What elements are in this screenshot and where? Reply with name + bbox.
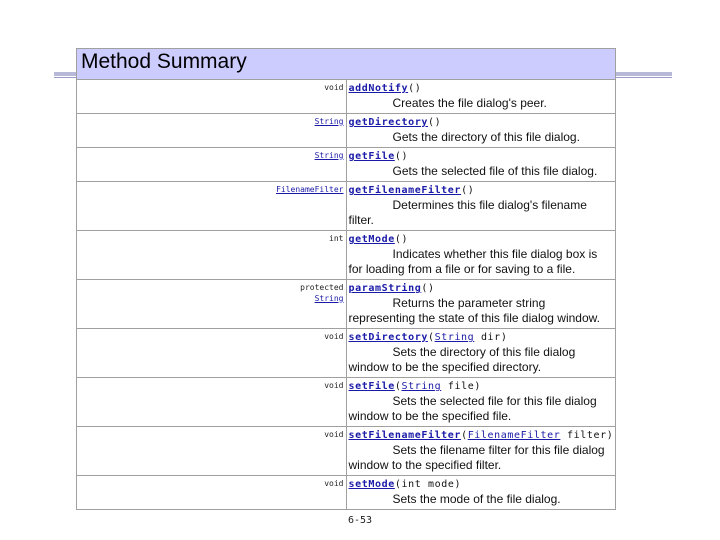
method-description: Sets the selected file for this file dialog window to be the specified file.	[348, 394, 597, 423]
method-description: Sets the mode of the file dialog.	[392, 492, 561, 506]
method-name-link[interactable]: getDirectory	[348, 117, 428, 128]
method-description: Gets the selected file of this file dialog.	[392, 164, 598, 178]
method-name-link[interactable]: setDirectory	[348, 332, 428, 343]
method-name-link[interactable]: paramString	[348, 283, 422, 294]
method-signature: setFile(String file)	[348, 381, 481, 392]
method-name-link[interactable]: addNotify	[348, 83, 409, 94]
return-type-cell	[77, 427, 347, 476]
param-type-link[interactable]: String	[401, 381, 442, 392]
return-type-label: void	[324, 83, 344, 92]
return-type-label: void	[324, 381, 344, 390]
method-description-cell	[346, 80, 616, 114]
method-row-paramString	[77, 280, 616, 329]
return-type-label: void	[324, 479, 344, 488]
return-type-cell	[77, 280, 347, 329]
return-type-cell	[77, 378, 347, 427]
return-type-cell	[77, 182, 347, 231]
method-description: Determines this file dialog's filename filter.	[348, 198, 587, 227]
return-type-cell	[77, 231, 347, 280]
method-summary-table	[76, 48, 616, 510]
param-type-link[interactable]: FilenameFilter	[467, 430, 561, 441]
method-description-cell	[346, 329, 616, 378]
method-description-cell	[346, 182, 616, 231]
method-description-cell	[346, 378, 616, 427]
method-row-getMode	[77, 231, 616, 280]
method-row-setFile	[77, 378, 616, 427]
method-description-cell	[346, 476, 616, 510]
method-name-link[interactable]: setFile	[348, 381, 395, 392]
method-name-link[interactable]: setFilenameFilter	[348, 430, 462, 441]
method-name-link[interactable]: getMode	[348, 234, 395, 245]
method-signature: setDirectory(String dir)	[348, 332, 508, 343]
method-signature: paramString()	[348, 283, 435, 294]
method-description: Creates the file dialog's peer.	[392, 96, 547, 110]
method-description: Returns the parameter string representing the state of this file dialog window.	[348, 296, 600, 325]
method-signature: getFile()	[348, 151, 409, 162]
return-type-label: void	[324, 332, 344, 341]
param-name: file	[447, 381, 475, 392]
return-type-cell	[77, 329, 347, 378]
decorative-thin-rule-right	[616, 77, 672, 78]
param-name: mode	[427, 479, 455, 490]
method-rows	[77, 80, 616, 510]
method-description: Sets the filename filter for this file dialog window to the specified filter.	[348, 443, 605, 472]
method-description-cell	[346, 280, 616, 329]
method-row-getFile	[77, 148, 616, 182]
method-row-setMode	[77, 476, 616, 510]
method-signature: getFilenameFilter()	[348, 185, 475, 196]
return-type-link[interactable]: String	[314, 117, 344, 126]
decorative-rule-left	[54, 72, 78, 76]
method-row-addNotify	[77, 80, 616, 114]
method-description-cell	[346, 427, 616, 476]
method-description: Sets the directory of this file dialog window to be the specified directory.	[348, 345, 576, 374]
method-name-link[interactable]: getFilenameFilter	[348, 185, 462, 196]
decorative-thin-rule-left	[54, 77, 78, 78]
method-row-getDirectory	[77, 114, 616, 148]
method-signature: setMode(int mode)	[348, 479, 462, 490]
method-description-cell	[346, 231, 616, 280]
method-signature: addNotify()	[348, 83, 422, 94]
page-number: 6-53	[347, 515, 373, 526]
table-title: Method Summary	[77, 49, 616, 80]
method-description-cell	[346, 148, 616, 182]
return-type-label: protected	[300, 283, 344, 292]
param-type-link[interactable]: String	[434, 332, 475, 343]
return-type-link[interactable]: FilenameFilter	[276, 185, 344, 194]
method-row-setDirectory	[77, 329, 616, 378]
decorative-rule-right	[616, 72, 672, 76]
return-type-link[interactable]: String	[314, 294, 344, 303]
method-description: Gets the directory of this file dialog.	[392, 130, 580, 144]
return-type-cell	[77, 476, 347, 510]
method-signature: getDirectory()	[348, 117, 442, 128]
method-row-getFilenameFilter	[77, 182, 616, 231]
param-name: filter	[567, 430, 607, 441]
return-type-cell	[77, 148, 347, 182]
return-type-label: int	[329, 234, 344, 243]
return-type-link[interactable]: String	[314, 151, 344, 160]
method-description-cell	[346, 114, 616, 148]
return-type-cell	[77, 114, 347, 148]
return-type-label: void	[324, 430, 344, 439]
method-signature: getMode()	[348, 234, 409, 245]
return-type-cell	[77, 80, 347, 114]
param-type: int	[401, 479, 422, 490]
method-name-link[interactable]: getFile	[348, 151, 395, 162]
method-signature: setFilenameFilter(FilenameFilter filter)	[348, 430, 614, 441]
method-name-link[interactable]: setMode	[348, 479, 395, 490]
method-row-setFilenameFilter	[77, 427, 616, 476]
param-name: dir	[480, 332, 501, 343]
method-description: Indicates whether this file dialog box is for loading from a file or for saving to a file.	[348, 247, 598, 276]
